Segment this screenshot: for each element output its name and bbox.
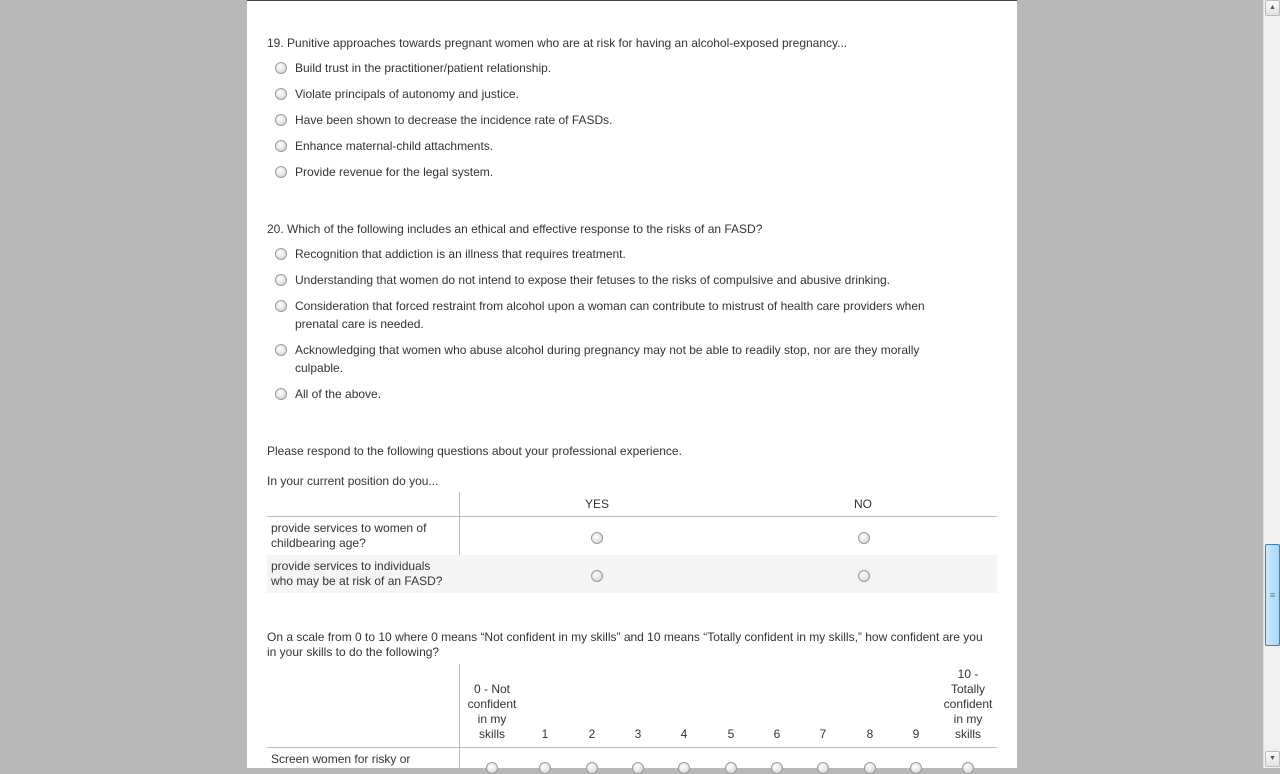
answer-radio[interactable] [275,88,287,100]
answer-radio[interactable] [275,166,287,178]
scale-col-header: 10 - Totally confident in my skills [943,667,993,741]
scale-radio-10[interactable] [962,762,974,774]
scale-col-header: 8 [866,727,874,741]
answer-label: Acknowledging that women who abuse alcohol during pregnancy may not be able to readily stop, nor are they morally culpable. [295,343,920,375]
col-no: NO [854,497,872,511]
radio-no-row1[interactable] [858,532,870,544]
scale-row-label: Screen women for risky or [271,752,411,766]
answer-radio[interactable] [275,140,287,152]
answer-label: Enhance maternal-child attachments. [295,139,494,153]
scale-col-header: 3 [634,727,642,741]
scale-radio-5[interactable] [725,762,737,774]
scale-radio-2[interactable] [586,762,598,774]
intro-text: Please respond to the following questions about your professional experience. [267,444,682,458]
scale-col-header: 1 [541,727,549,741]
scale-radio-4[interactable] [678,762,690,774]
radio-yes-row2[interactable] [591,570,603,582]
matrix-row-label: provide services to women of childbearing age? [271,521,427,550]
answer-label: Build trust in the practitioner/patient relationship. [295,61,552,75]
scale-col-header: 4 [680,727,688,741]
vertical-scrollbar[interactable] [1263,0,1280,768]
answer-label: Understanding that women do not intend to expose their fetuses to the risks of compulsive and abusive drinking. [295,273,891,287]
answer-label: All of the above. [295,387,382,401]
scale-col-header: 0 - Not confident in my skills [467,682,517,741]
scale-col-header: 7 [819,727,827,741]
matrix-row-label: provide services to individuals who may be at risk of an FASD? [271,559,443,588]
scroll-up-button[interactable]: ▲ [1265,0,1280,16]
answer-label: Have been shown to decrease the incidence rate of FASDs. [295,113,613,127]
answer-label: Recognition that addiction is an illness that requires treatment. [295,247,626,261]
scale-question: On a scale from 0 to 10 where 0 means “Not confident in my skills” and 10 means “Totally confident in my skills,” how confident are you in your skills to do the following? [267,630,983,659]
scale-col-header: 9 [912,727,920,741]
scale-radio-6[interactable] [771,762,783,774]
answer-label: Consideration that forced restraint from alcohol upon a woman can contribute to mistrust of health care providers when prenatal care is needed. [295,299,925,331]
answer-radio[interactable] [275,62,287,74]
scale-radio-7[interactable] [817,762,829,774]
scale-radio-9[interactable] [910,762,922,774]
scale-col-header: 2 [588,727,596,741]
position-question: In your current position do you... [267,474,439,488]
scale-radio-1[interactable] [539,762,551,774]
scale-radio-0[interactable] [486,762,498,774]
scale-radio-3[interactable] [632,762,644,774]
answer-radio[interactable] [275,388,287,400]
question-19: 19. Punitive approaches towards pregnant women who are at risk for having an alcohol-exposed pregnancy... [267,36,848,50]
scale-radio-8[interactable] [864,762,876,774]
answer-radio[interactable] [275,248,287,260]
answer-radio[interactable] [275,274,287,286]
answer-label: Violate principals of autonomy and justice. [295,87,519,101]
divider [267,747,997,748]
scroll-down-button[interactable]: ▼ [1265,751,1280,767]
scroll-thumb[interactable]: ≡ [1265,544,1280,646]
scale-col-header: 5 [727,727,735,741]
answer-label: Provide revenue for the legal system. [295,165,494,179]
radio-yes-row1[interactable] [591,532,603,544]
answer-radio[interactable] [275,300,287,312]
scale-col-header: 6 [773,727,781,741]
divider [459,664,460,774]
radio-no-row2[interactable] [858,570,870,582]
col-yes: YES [584,497,609,511]
answer-radio[interactable] [275,344,287,356]
survey-page [247,0,1017,768]
answer-radio[interactable] [275,114,287,126]
question-20: 20. Which of the following includes an ethical and effective response to the risks of an FASD? [267,222,763,236]
